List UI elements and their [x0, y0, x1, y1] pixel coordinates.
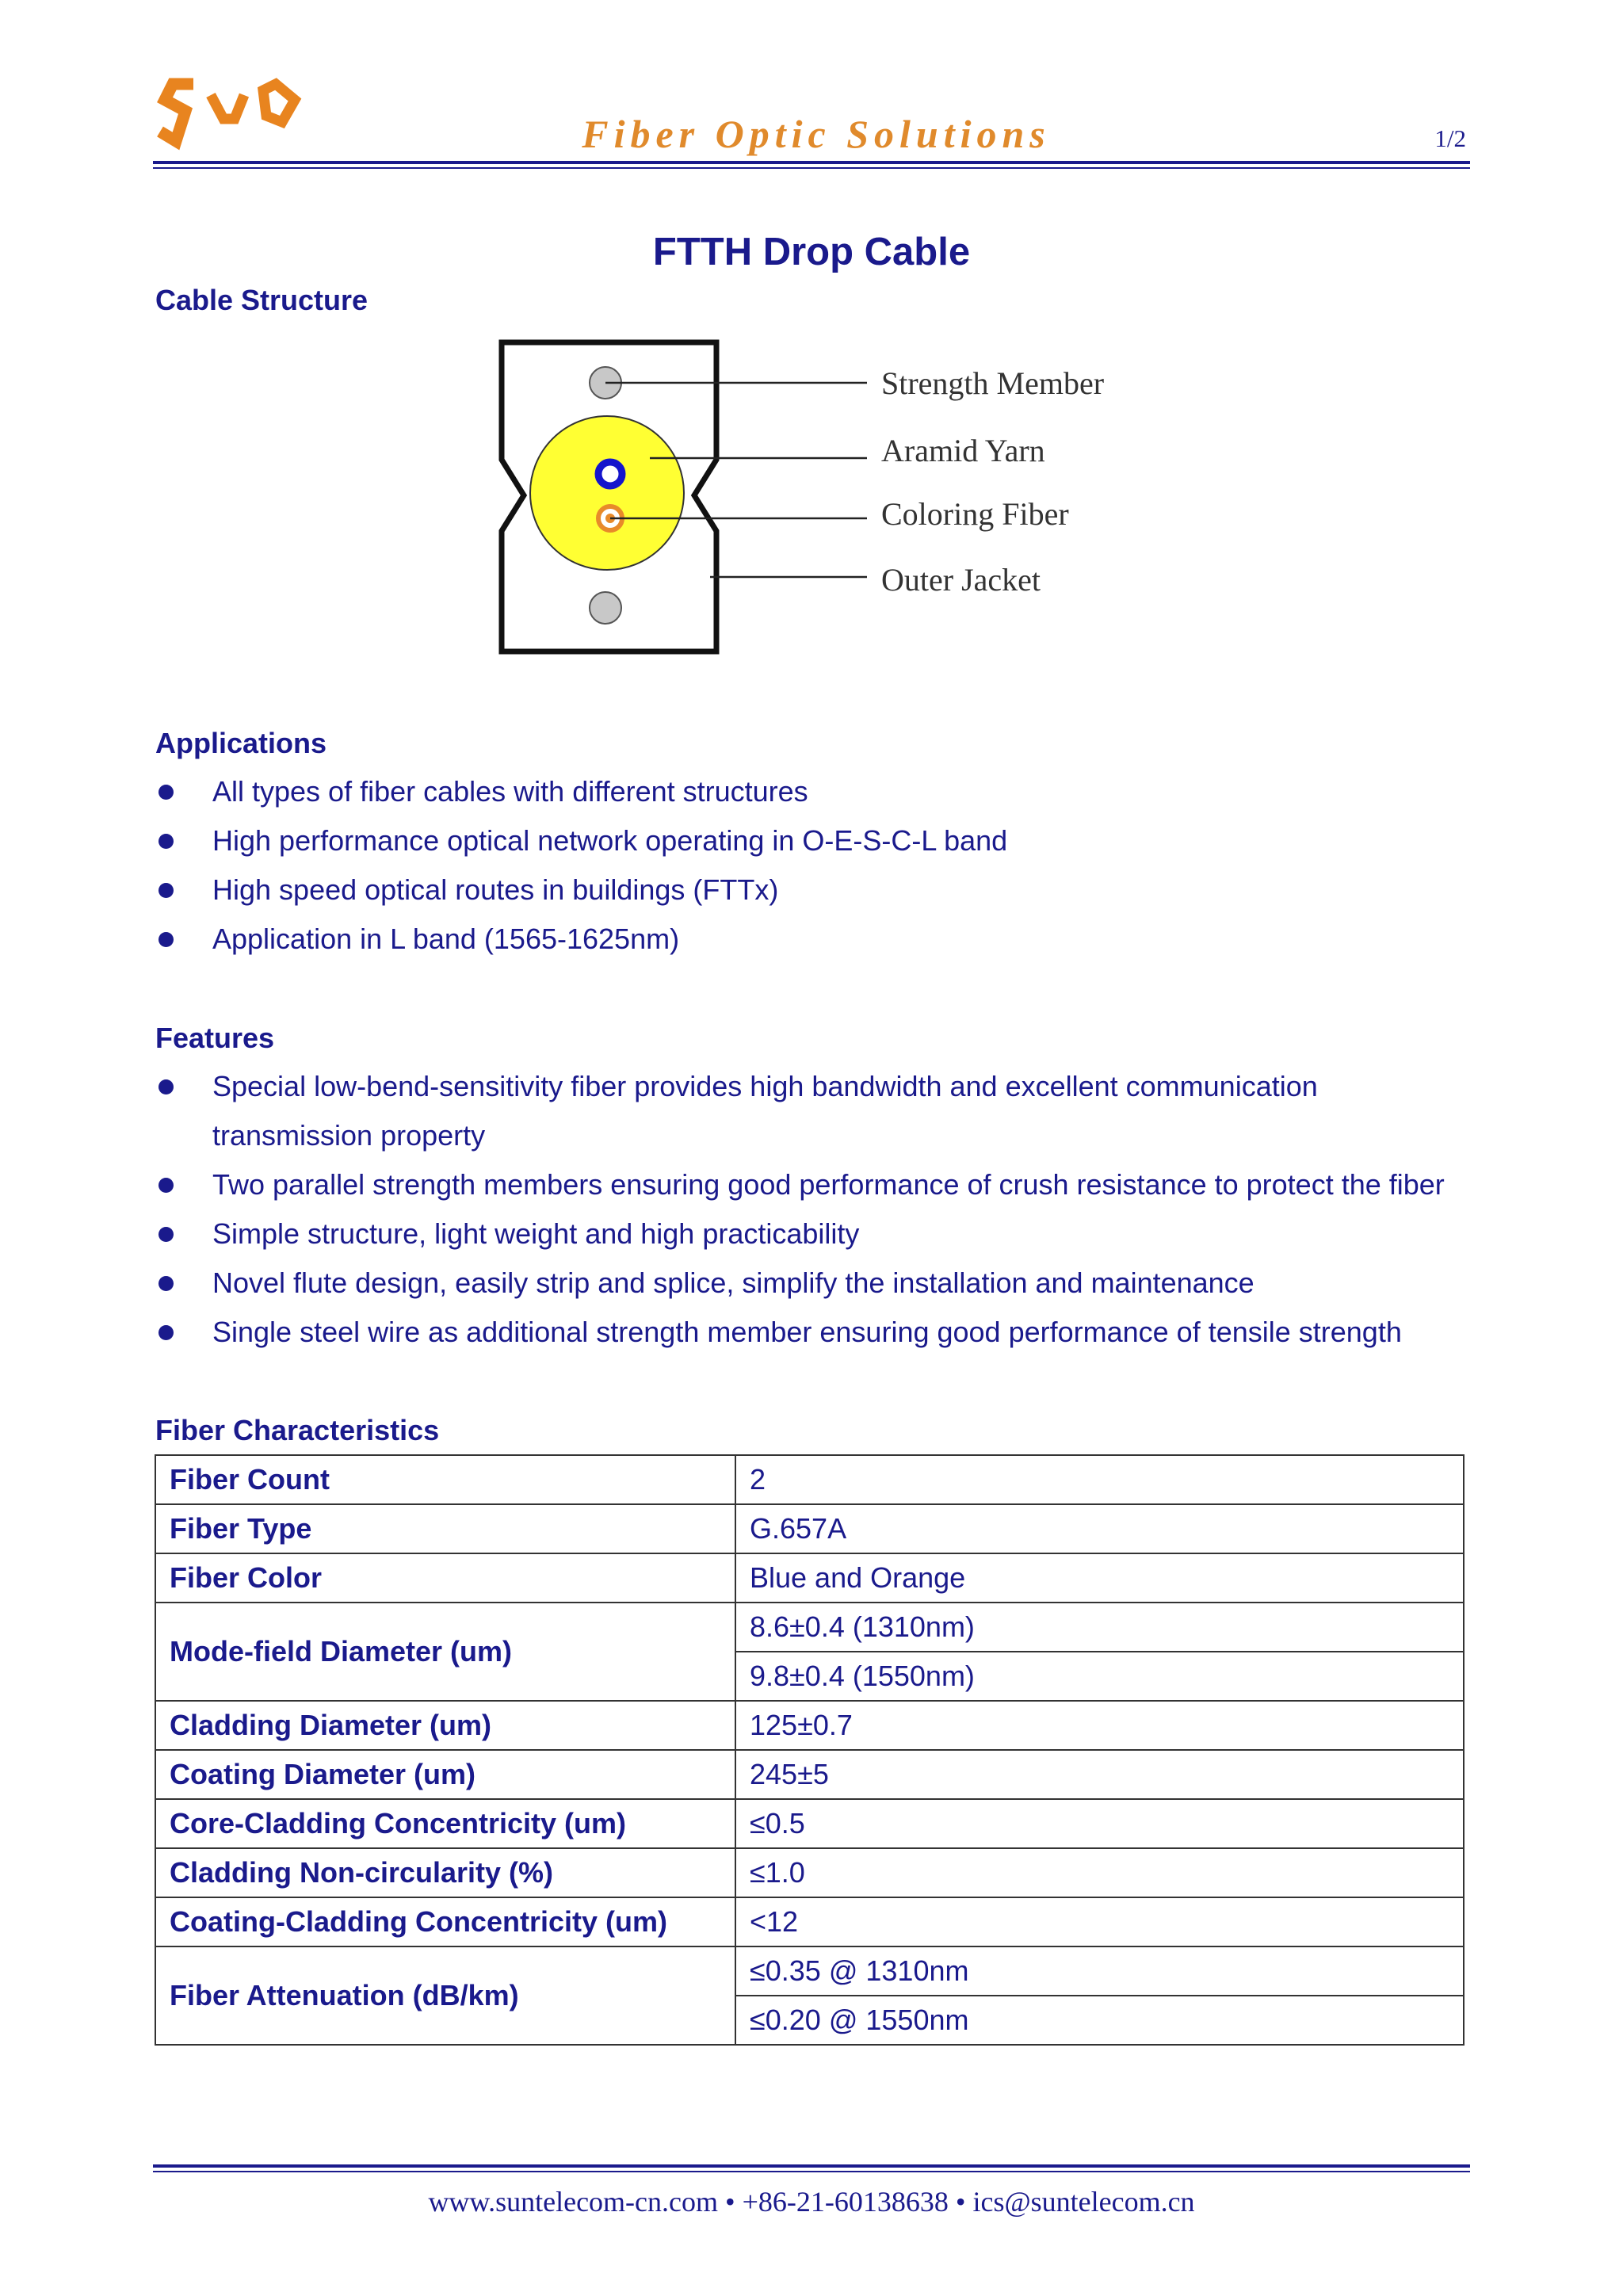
aramid-yarn [530, 416, 684, 570]
list-item: High performance optical network operating in O-E-S-C-L band [155, 816, 1503, 865]
row-label: Fiber Count [155, 1455, 735, 1504]
bullet-icon [158, 1079, 174, 1095]
features-list [155, 1062, 1471, 1357]
label-strength-member: Strength Member [881, 365, 1105, 401]
row-label: Mode-field Diameter (um) [155, 1603, 735, 1701]
row-label: Core-Cladding Concentricity (um) [155, 1799, 735, 1848]
row-value: ≤1.0 [735, 1848, 1464, 1897]
table-row [155, 1553, 1464, 1603]
list-item: Single steel wire as additional strength member ensuring good performance of tensile strength [155, 1308, 1471, 1357]
header-rule-thick [153, 161, 1470, 164]
applications-list [155, 767, 1503, 964]
table-row [155, 1946, 1464, 1996]
table-row [155, 1455, 1464, 1504]
cable-cross-section-diagram [475, 333, 1157, 666]
list-item: Application in L band (1565-1625nm) [155, 915, 1503, 964]
label-aramid-yarn: Aramid Yarn [881, 433, 1045, 468]
section-heading-characteristics: Fiber Characteristics [155, 1414, 440, 1446]
row-label: Fiber Color [155, 1553, 735, 1603]
table-row [155, 1848, 1464, 1897]
bullet-icon [158, 932, 174, 947]
bullet-icon [158, 1227, 174, 1242]
row-label: Fiber Type [155, 1504, 735, 1553]
row-value: 8.6±0.4 (1310nm) [735, 1603, 1464, 1652]
bullet-icon [158, 883, 174, 898]
bullet-icon [158, 785, 174, 800]
row-value: ≤0.20 @ 1550nm [735, 1996, 1464, 2045]
row-label: Coating-Cladding Concentricity (um) [155, 1897, 735, 1946]
header-rule-thin [153, 167, 1470, 169]
header-tagline: Fiber Optic Solutions [582, 112, 1051, 156]
footer-rule-thick [153, 2164, 1470, 2168]
row-label: Cladding Diameter (um) [155, 1701, 735, 1750]
row-label: Fiber Attenuation (dB/km) [155, 1946, 735, 2045]
section-heading-structure: Cable Structure [155, 284, 369, 316]
table-row [155, 1750, 1464, 1799]
table-row [155, 1897, 1464, 1946]
row-value: 2 [735, 1455, 1464, 1504]
bullet-icon [158, 1276, 174, 1291]
section-heading-features: Features [155, 1022, 275, 1054]
footer-contact: www.suntelecom-cn.com • +86-21-60138638 • ics@suntelecom.cn [428, 2186, 1195, 2218]
row-label: Coating Diameter (um) [155, 1750, 735, 1799]
section-heading-applications: Applications [155, 727, 327, 759]
table-row [155, 1504, 1464, 1553]
row-value: ≤0.5 [735, 1799, 1464, 1848]
list-item: Novel flute design, easily strip and splice, simplify the installation and maintenance [155, 1259, 1471, 1308]
row-value: 9.8±0.4 (1550nm) [735, 1652, 1464, 1701]
row-value: 245±5 [735, 1750, 1464, 1799]
footer-rule-thin [153, 2171, 1470, 2172]
bullet-icon [158, 1325, 174, 1340]
row-value: Blue and Orange [735, 1553, 1464, 1603]
bullet-icon [158, 1178, 174, 1193]
label-coloring-fiber: Coloring Fiber [881, 496, 1069, 532]
strength-member-bottom [590, 592, 621, 624]
label-outer-jacket: Outer Jacket [881, 562, 1041, 598]
page-title: FTTH Drop Cable [652, 231, 971, 273]
table-row [155, 1603, 1464, 1652]
list-item: Simple structure, light weight and high practicability [155, 1209, 1471, 1259]
company-logo [155, 76, 306, 152]
row-value: ≤0.35 @ 1310nm [735, 1946, 1464, 1996]
blue-fiber [598, 462, 622, 486]
fiber-characteristics-table [155, 1454, 1465, 2046]
list-item: High speed optical routes in buildings (FTTx) [155, 865, 1503, 915]
row-value: G.657A [735, 1504, 1464, 1553]
table-row [155, 1799, 1464, 1848]
list-item: Two parallel strength members ensuring good performance of crush resistance to protect the fiber [155, 1160, 1471, 1209]
table-row [155, 1701, 1464, 1750]
list-item: Special low-bend-sensitivity fiber provides high bandwidth and excellent communication transmission property [155, 1062, 1471, 1160]
row-value: <12 [735, 1897, 1464, 1946]
page-number: 1/2 [1434, 124, 1466, 152]
bullet-icon [158, 834, 174, 849]
row-label: Cladding Non-circularity (%) [155, 1848, 735, 1897]
list-item: All types of fiber cables with different structures [155, 767, 1503, 816]
row-value: 125±0.7 [735, 1701, 1464, 1750]
